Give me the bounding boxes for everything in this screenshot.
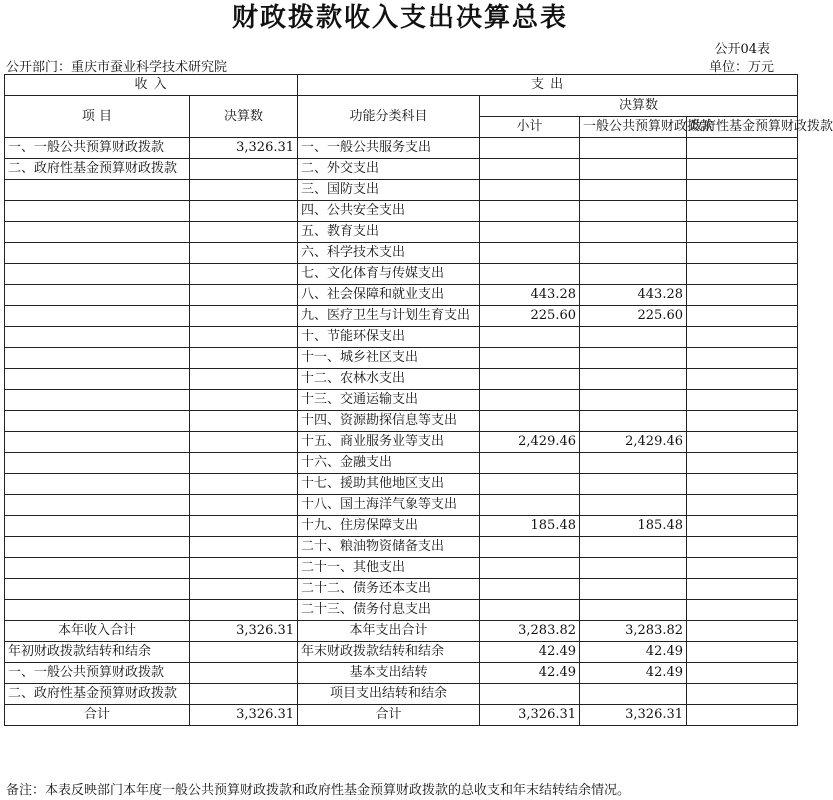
expense-subtotal: 225.60: [480, 306, 580, 327]
table-row: [5, 390, 798, 411]
expense-subtotal: [480, 243, 580, 264]
income-total-label: 本年收入合计: [5, 621, 190, 642]
expense-subtotal: 185.48: [480, 516, 580, 537]
expense-subtotal: [480, 264, 580, 285]
income-item-value: [190, 348, 298, 369]
table-row: [5, 411, 798, 432]
expense-item-label: 十六、金融支出: [298, 453, 480, 474]
expense-general-budget: [580, 369, 687, 390]
income-item-value: [190, 474, 298, 495]
income-item-label: [5, 285, 190, 306]
income-item-label: [5, 579, 190, 600]
expense-item-label: 五、教育支出: [298, 222, 480, 243]
footnote: 备注：本表反映部门本年度一般公共预算财政拨款和政府性基金预算财政拨款的总收支和年末结转结余情况。: [6, 783, 631, 798]
final-amount-group-header: 决算数: [480, 96, 798, 117]
income-item-value: [190, 243, 298, 264]
expense-total-fund: [687, 621, 798, 642]
income-item-label: [5, 432, 190, 453]
expense-general-budget: [580, 600, 687, 621]
expense-subtotal: [480, 579, 580, 600]
expense-general-budget: 225.60: [580, 306, 687, 327]
income-item-value: 3,326.31: [190, 138, 298, 159]
expense-gov-fund: [687, 348, 798, 369]
income-item-value: [190, 579, 298, 600]
table-row: [5, 159, 798, 180]
expense-total-subtotal: 3,283.82: [480, 621, 580, 642]
expense-general-budget: [580, 411, 687, 432]
income-item-value: [190, 159, 298, 180]
expense-subtotal: [480, 138, 580, 159]
income-item-value: [190, 432, 298, 453]
expense-total-label: 本年支出合计: [298, 621, 480, 642]
expense-gov-fund: [687, 369, 798, 390]
expense-subtotal: [480, 159, 580, 180]
income-item-value: [190, 306, 298, 327]
expense-general-budget: [580, 537, 687, 558]
table-row: [5, 453, 798, 474]
expense-subtotal: [480, 600, 580, 621]
expense-subtotal: [480, 222, 580, 243]
expense-gov-fund: [687, 537, 798, 558]
project-carry-fund: [687, 684, 798, 705]
income-item-label: [5, 180, 190, 201]
summary-row: [5, 663, 798, 684]
income-item-value: [190, 495, 298, 516]
income-item-value: [190, 558, 298, 579]
func-class-header: 功能分类科目: [298, 96, 480, 138]
income-item-label: [5, 264, 190, 285]
expense-item-label: 六、科学技术支出: [298, 243, 480, 264]
report-title: 财政拨款收入支出决算总表: [231, 3, 568, 33]
expense-general-budget: [580, 495, 687, 516]
summary-row: [5, 684, 798, 705]
income-item-value: [190, 285, 298, 306]
begin-carry-label: 年初财政拨款结转和结余: [5, 642, 190, 663]
expense-general-budget: [580, 159, 687, 180]
expense-general-budget: [580, 348, 687, 369]
expense-general-budget: [580, 264, 687, 285]
expense-item-label: 十九、住房保障支出: [298, 516, 480, 537]
header-row-1: [5, 75, 798, 96]
income-item-label: [5, 327, 190, 348]
expense-subtotal: [480, 474, 580, 495]
expense-subtotal: [480, 348, 580, 369]
grand-income-value: 3,326.31: [190, 705, 298, 726]
table-row: [5, 516, 798, 537]
expense-subtotal: [480, 537, 580, 558]
expense-gov-fund: [687, 558, 798, 579]
expense-general-budget: 185.48: [580, 516, 687, 537]
expense-item-label: 二十三、债务付息支出: [298, 600, 480, 621]
income-item-value: [190, 537, 298, 558]
form-number: 公开04表: [714, 42, 770, 57]
table-row: [5, 369, 798, 390]
summary-row: [5, 642, 798, 663]
basic-carry-subtotal: 42.49: [480, 663, 580, 684]
expense-gov-fund: [687, 264, 798, 285]
income-item-value: [190, 369, 298, 390]
end-carry-label: 年末财政拨款结转和结余: [298, 642, 480, 663]
expense-gov-fund: [687, 453, 798, 474]
expense-item-label: 二、外交支出: [298, 159, 480, 180]
end-carry-subtotal: 42.49: [480, 642, 580, 663]
expense-item-label: 十三、交通运输支出: [298, 390, 480, 411]
expense-gov-fund: [687, 306, 798, 327]
income-item-value: [190, 222, 298, 243]
expense-gov-fund: [687, 327, 798, 348]
expense-gov-fund: [687, 285, 798, 306]
expense-general-budget: [580, 390, 687, 411]
grand-expense-fund: [687, 705, 798, 726]
expense-gov-fund: [687, 180, 798, 201]
carry-income-2-label: 二、政府性基金预算财政拨款: [5, 684, 190, 705]
table-row: [5, 537, 798, 558]
table-row: [5, 201, 798, 222]
end-carry-general: 42.49: [580, 642, 687, 663]
expense-gov-fund: [687, 138, 798, 159]
expense-item-label: 七、文化体育与传媒支出: [298, 264, 480, 285]
expense-gov-fund: [687, 579, 798, 600]
expense-subtotal: [480, 453, 580, 474]
expense-item-label: 十一、城乡社区支出: [298, 348, 480, 369]
expense-subtotal: [480, 327, 580, 348]
expense-gov-fund: [687, 432, 798, 453]
income-item-label: [5, 600, 190, 621]
expense-general-budget: [580, 201, 687, 222]
table-row: [5, 348, 798, 369]
expense-gov-fund: [687, 222, 798, 243]
expense-header: 支 出: [298, 75, 798, 96]
expense-gov-fund: [687, 201, 798, 222]
table-row: [5, 138, 798, 159]
expense-gov-fund: [687, 516, 798, 537]
item-header: 项 目: [5, 96, 190, 138]
expense-gov-fund: [687, 411, 798, 432]
expense-item-label: 二十二、债务还本支出: [298, 579, 480, 600]
income-item-label: [5, 495, 190, 516]
grand-expense-label: 合计: [298, 705, 480, 726]
income-item-label: [5, 348, 190, 369]
expense-subtotal: [480, 369, 580, 390]
income-item-value: [190, 201, 298, 222]
table-row: [5, 306, 798, 327]
end-carry-fund: [687, 642, 798, 663]
carry-income-2-value: [190, 684, 298, 705]
expense-general-budget: 2,429.46: [580, 432, 687, 453]
income-item-label: [5, 558, 190, 579]
expense-subtotal: 2,429.46: [480, 432, 580, 453]
table-row: [5, 327, 798, 348]
expense-subtotal: [480, 201, 580, 222]
expense-item-label: 九、医疗卫生与计划生育支出: [298, 306, 480, 327]
expense-general-budget: [580, 453, 687, 474]
expense-general-budget: [580, 138, 687, 159]
expense-gov-fund: [687, 243, 798, 264]
expense-gov-fund: [687, 495, 798, 516]
table-row: [5, 474, 798, 495]
expense-general-budget: 443.28: [580, 285, 687, 306]
expense-gov-fund: [687, 600, 798, 621]
table-row: [5, 495, 798, 516]
expense-subtotal: [480, 495, 580, 516]
expense-general-budget: [580, 558, 687, 579]
table-row: [5, 243, 798, 264]
summary-row: [5, 621, 798, 642]
header-row-2: [5, 96, 798, 117]
income-item-label: [5, 453, 190, 474]
expense-general-budget: [580, 579, 687, 600]
unit-label: 单位：万元: [708, 60, 774, 75]
grand-expense-general: 3,326.31: [580, 705, 687, 726]
expense-item-label: 十七、援助其他地区支出: [298, 474, 480, 495]
income-item-label: [5, 201, 190, 222]
expense-item-label: 二十、粮油物资储备支出: [298, 537, 480, 558]
income-item-value: [190, 390, 298, 411]
carry-income-1-label: 一、一般公共预算财政拨款: [5, 663, 190, 684]
income-item-value: [190, 180, 298, 201]
income-item-label: [5, 306, 190, 327]
income-header: 收 入: [5, 75, 298, 96]
expense-item-label: 四、公共安全支出: [298, 201, 480, 222]
basic-carry-general: 42.49: [580, 663, 687, 684]
table-row: [5, 180, 798, 201]
expense-item-label: 十二、农林水支出: [298, 369, 480, 390]
grand-income-label: 合计: [5, 705, 190, 726]
table-row: [5, 264, 798, 285]
expense-general-budget: [580, 222, 687, 243]
gov-fund-header: 政府性基金预算财政拨款: [687, 117, 798, 138]
project-carry-subtotal: [480, 684, 580, 705]
table-row: [5, 600, 798, 621]
income-item-label: [5, 474, 190, 495]
income-item-label: [5, 516, 190, 537]
table-row: [5, 432, 798, 453]
income-total-value: 3,326.31: [190, 621, 298, 642]
expense-general-budget: [580, 474, 687, 495]
expense-item-label: 二十一、其他支出: [298, 558, 480, 579]
expense-subtotal: [480, 180, 580, 201]
income-item-value: [190, 453, 298, 474]
income-item-label: [5, 243, 190, 264]
income-item-label: [5, 390, 190, 411]
department-label: 公开部门：重庆市蚕业科学技术研究院: [6, 60, 228, 75]
project-carry-label: 项目支出结转和结余: [298, 684, 480, 705]
income-item-value: [190, 516, 298, 537]
expense-item-label: 三、国防支出: [298, 180, 480, 201]
expense-gov-fund: [687, 159, 798, 180]
income-item-value: [190, 264, 298, 285]
table-row: [5, 285, 798, 306]
expense-item-label: 八、社会保障和就业支出: [298, 285, 480, 306]
income-item-label: [5, 369, 190, 390]
income-item-value: [190, 411, 298, 432]
expense-item-label: 一、一般公共服务支出: [298, 138, 480, 159]
general-budget-header: 一般公共预算财政拨款: [580, 117, 687, 138]
basic-carry-fund: [687, 663, 798, 684]
expense-item-label: 十八、国土海洋气象等支出: [298, 495, 480, 516]
expense-gov-fund: [687, 474, 798, 495]
table-row: [5, 579, 798, 600]
income-item-value: [190, 600, 298, 621]
table-row: [5, 558, 798, 579]
income-item-value: [190, 327, 298, 348]
project-carry-general: [580, 684, 687, 705]
expense-item-label: 十、节能环保支出: [298, 327, 480, 348]
table-row: [5, 222, 798, 243]
expense-subtotal: [480, 411, 580, 432]
grand-expense-subtotal: 3,326.31: [480, 705, 580, 726]
expense-gov-fund: [687, 390, 798, 411]
income-item-label: [5, 411, 190, 432]
expense-subtotal: [480, 390, 580, 411]
income-item-label: [5, 537, 190, 558]
expense-item-label: 十四、资源勘探信息等支出: [298, 411, 480, 432]
expense-general-budget: [580, 180, 687, 201]
summary-row: [5, 705, 798, 726]
final-amount-header: 决算数: [190, 96, 298, 138]
income-item-label: 二、政府性基金预算财政拨款: [5, 159, 190, 180]
basic-carry-label: 基本支出结转: [298, 663, 480, 684]
budget-table: [4, 74, 833, 726]
subtotal-header: 小计: [480, 117, 580, 138]
expense-total-general: 3,283.82: [580, 621, 687, 642]
expense-general-budget: [580, 327, 687, 348]
expense-general-budget: [580, 243, 687, 264]
expense-subtotal: 443.28: [480, 285, 580, 306]
expense-item-label: 十五、商业服务业等支出: [298, 432, 480, 453]
carry-income-1-value: [190, 663, 298, 684]
income-item-label: [5, 222, 190, 243]
begin-carry-value: [190, 642, 298, 663]
income-item-label: 一、一般公共预算财政拨款: [5, 138, 190, 159]
expense-subtotal: [480, 558, 580, 579]
